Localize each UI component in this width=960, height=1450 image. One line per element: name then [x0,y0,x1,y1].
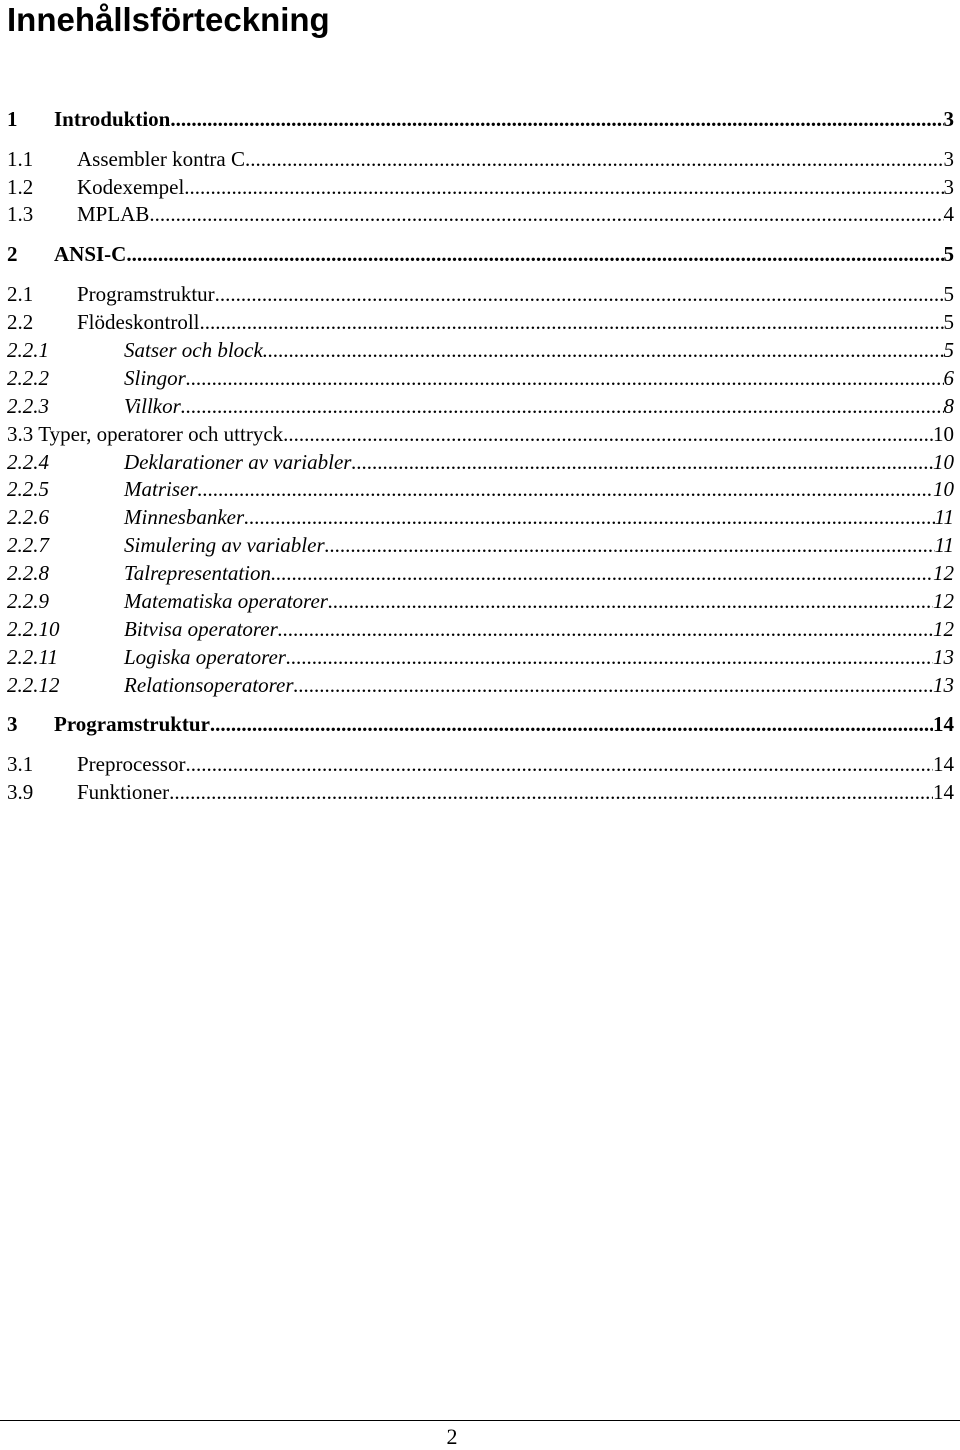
toc-entry-label: Preprocessor [77,752,186,776]
toc-entry-page: 10 [933,450,954,474]
toc-entry-label: Relationsoperatorer [124,673,294,697]
toc-leader-dots [210,712,933,736]
toc-entry-page: 6 [943,366,954,390]
toc-leader-dots [215,282,944,306]
toc-entry-number: 2.2.4 [7,450,49,474]
toc-entry-label: Logiska operatorer [124,645,286,669]
toc-leader-dots [170,107,943,131]
toc-leader-dots [328,589,933,613]
toc-leader-dots [283,422,933,446]
toc-entry-number: 2.2.7 [7,533,49,557]
toc-leader-dots [245,147,944,171]
toc-entry[interactable] [7,338,954,362]
toc-leader-dots [294,673,933,697]
toc-entry-number: 3.9 [7,780,34,804]
toc-entry[interactable] [7,617,954,641]
toc-entry-number: 2.1 [7,282,34,306]
toc-leader-dots [286,645,933,669]
toc-entry[interactable] [7,780,954,804]
toc-entry[interactable] [7,645,954,669]
toc-entry-page: 14 [933,752,954,776]
toc-entry[interactable] [7,450,954,474]
toc-entry-number: 2.2.1 [7,338,49,362]
toc-leader-dots [263,338,944,362]
toc-entry[interactable] [7,310,954,334]
toc-entry-label: Matriser [124,477,198,501]
footer-divider [0,1420,960,1421]
toc-entry[interactable] [7,394,954,418]
toc-leader-dots [198,477,934,501]
toc-entry-label: Assembler kontra C [77,147,245,171]
toc-entry-label: ANSI-C [54,242,127,266]
toc-entry[interactable] [7,202,954,226]
toc-leader-dots [181,394,944,418]
toc-leader-dots [278,617,933,641]
toc-entry-number: 3.3 [7,422,34,446]
toc-leader-dots [351,450,933,474]
toc-leader-dots [149,202,943,226]
toc-entry-label: Funktioner [77,780,170,804]
toc-entry-label: Matematiska operatorer [124,589,328,613]
toc-entry-number: 2.2.12 [7,673,60,697]
toc-entry-page: 8 [943,394,954,418]
toc-leader-dots [244,505,934,529]
toc-entry-number: 2.2.2 [7,366,49,390]
toc-entry-label: Programstruktur [77,282,215,306]
toc-entry-page: 13 [933,645,954,669]
toc-leader-dots [169,780,933,804]
toc-entry-label: Kodexempel [77,175,185,199]
toc-entry-page: 14 [933,712,954,736]
toc-entry-number: 2.2.6 [7,505,49,529]
toc-entry-number: 1.3 [7,202,34,226]
toc-entry-label: Flödeskontroll [77,310,200,334]
toc-entry[interactable] [7,242,954,266]
toc-entry[interactable] [7,505,954,529]
toc-leader-dots [325,533,935,557]
toc-entry[interactable] [7,282,954,306]
page-number: 2 [446,1424,458,1449]
toc-entry-page: 13 [933,673,954,697]
toc-leader-dots [200,310,944,334]
toc-entry-label: Satser och block [124,338,263,362]
toc-entry-number: 1.1 [7,147,34,171]
toc-entry[interactable] [7,147,954,171]
toc-leader-dots [186,366,944,390]
toc-entry[interactable] [7,533,954,557]
toc-entry[interactable] [7,422,954,446]
toc-entry-number: 2.2.10 [7,617,60,641]
toc-entry-page: 11 [934,505,954,529]
toc-leader-dots [271,561,933,585]
toc-entry-page: 3 [943,175,954,199]
toc-entry-label: Talrepresentation [124,561,272,585]
toc-entry-number: 2.2.5 [7,477,49,501]
toc-entry-page: 12 [933,589,954,613]
page-title: Innehållsförteckning [7,1,330,38]
toc-entry[interactable] [7,175,954,199]
toc-entry-page: 3 [943,147,954,171]
toc-entry-number: 2.2.3 [7,394,49,418]
toc-entry-label: Deklarationer av variabler [124,450,352,474]
toc-entry[interactable] [7,561,954,585]
toc-entry-page: 10 [933,422,954,446]
toc-entry-number: 2 [7,242,18,266]
toc-entry-label: Slingor [124,366,186,390]
toc-entry[interactable] [7,712,954,736]
toc-entry-number: 2.2.9 [7,589,49,613]
toc-entry-page: 5 [943,242,954,266]
toc-entry[interactable] [7,366,954,390]
toc-entry-label: Villkor [124,394,181,418]
toc-entry-label: Typer, operatorer och uttryck [38,422,284,446]
toc-entry-page: 4 [943,202,954,226]
toc-entry-label: Programstruktur [54,712,210,736]
toc-entry-label: Bitvisa operatorer [124,617,278,641]
toc-entry-number: 3.1 [7,752,34,776]
toc-entry-number: 1.2 [7,175,34,199]
toc-entry[interactable] [7,107,954,131]
toc-entry-page: 5 [943,310,954,334]
toc-entry-page: 14 [933,780,954,804]
toc-entry-page: 11 [934,533,954,557]
toc-entry-label: Introduktion [54,107,171,131]
toc-entry[interactable] [7,752,954,776]
toc-leader-dots [184,175,943,199]
toc-entry-page: 5 [943,282,954,306]
toc-entry-number: 2.2.11 [7,645,58,669]
toc-entry-label: Simulering av variabler [124,533,325,557]
toc-entry[interactable] [7,477,954,501]
toc-entry-number: 1 [7,107,18,131]
toc-entry-page: 12 [933,617,954,641]
toc-entry-number: 2.2.8 [7,561,49,585]
toc-entry-page: 5 [943,338,954,362]
toc-entry[interactable] [7,589,954,613]
toc-leader-dots [185,752,933,776]
toc-entry-label: MPLAB [77,202,150,226]
toc-entry-page: 10 [933,477,954,501]
toc-entry-number: 2.2 [7,310,34,334]
toc-entry-label: Minnesbanker [124,505,245,529]
toc-leader-dots [126,242,943,266]
toc-entry[interactable] [7,673,954,697]
toc-entry-page: 3 [943,107,954,131]
toc-entry-number: 3 [7,712,18,736]
toc-entry-page: 12 [933,561,954,585]
